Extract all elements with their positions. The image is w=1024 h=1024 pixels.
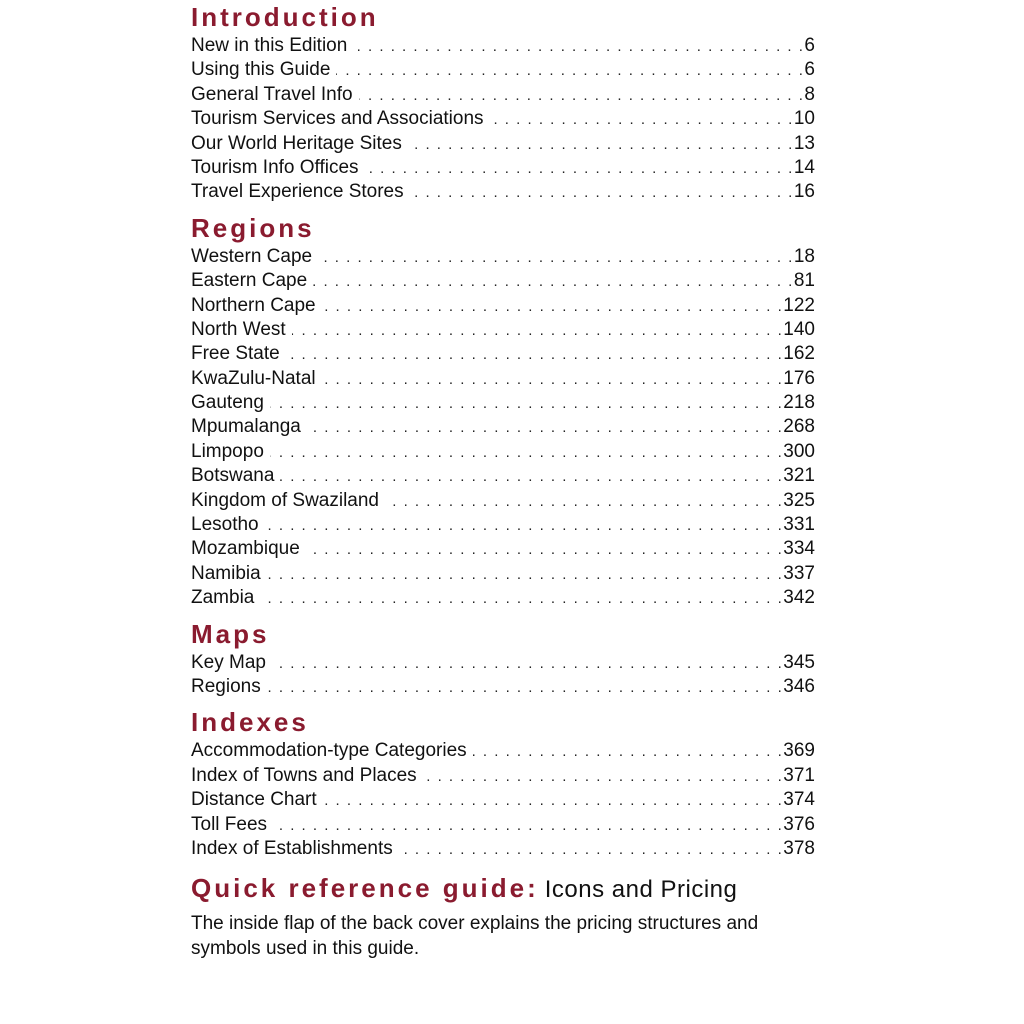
entry-page: 14 (793, 156, 815, 178)
toc-entry[interactable] (191, 562, 815, 586)
entry-page: 162 (783, 343, 815, 365)
toc-entry[interactable] (191, 675, 815, 699)
quick-reference-subtitle: Icons and Pricing (544, 876, 738, 904)
entry-page: 374 (783, 789, 815, 811)
entry-title: Western Cape (191, 245, 313, 267)
entry-title: Using this Guide (191, 59, 331, 81)
entry-title: Eastern Cape (191, 270, 308, 292)
entry-title: Zambia (191, 587, 255, 609)
toc-entry[interactable] (191, 318, 815, 342)
dot-leader (353, 35, 804, 59)
toc-entry[interactable] (191, 464, 815, 488)
entry-title: Northern Cape (191, 294, 316, 316)
entry-title: Lesotho (191, 514, 259, 536)
toc-entry[interactable] (191, 294, 815, 318)
dot-leader (359, 84, 805, 108)
toc-entry[interactable] (191, 58, 815, 82)
entry-page: 16 (793, 181, 815, 203)
toc-entry[interactable] (191, 837, 815, 861)
toc-entry[interactable] (191, 739, 815, 763)
entry-page: 321 (783, 465, 815, 487)
entry-title: Mpumalanga (191, 416, 301, 438)
dot-leader (322, 295, 784, 319)
dot-leader (267, 676, 784, 700)
entry-title: Index of Towns and Places (191, 764, 417, 786)
section-heading-introduction: Introduction (191, 2, 379, 32)
entry-page: 325 (783, 489, 815, 511)
dot-leader (399, 838, 784, 862)
entry-page: 342 (783, 587, 815, 609)
table-of-contents (191, 0, 815, 961)
entry-page: 18 (793, 245, 815, 267)
toc-entry[interactable] (191, 132, 815, 156)
entry-title: Namibia (191, 562, 261, 584)
section-heading-regions: Regions (191, 212, 315, 243)
entry-title: Mozambique (191, 538, 300, 560)
toc-entry[interactable] (191, 651, 815, 675)
quick-reference-title: Quick reference guide: (191, 873, 539, 904)
section-heading-maps: Maps (191, 618, 270, 649)
quick-reference-heading (191, 869, 815, 907)
entry-page: 371 (783, 764, 815, 786)
toc-entry[interactable] (191, 813, 815, 837)
dot-leader (267, 563, 784, 587)
entry-page: 122 (783, 294, 815, 316)
toc-entry[interactable] (191, 245, 815, 269)
entry-title: Free State (191, 343, 280, 365)
dot-leader (280, 465, 783, 489)
entry-title: Tourism Services and Associations (191, 108, 484, 130)
entry-page: 369 (783, 740, 815, 762)
toc-entry[interactable] (191, 367, 815, 391)
introduction-entries (191, 34, 815, 205)
entry-page: 81 (793, 270, 815, 292)
dot-leader (323, 789, 784, 813)
dot-leader (365, 157, 794, 181)
toc-entry[interactable] (191, 342, 815, 366)
toc-entry[interactable] (191, 107, 815, 131)
dot-leader (423, 765, 784, 789)
dot-leader (473, 740, 784, 764)
entry-page: 334 (783, 538, 815, 560)
entry-page: 140 (783, 318, 815, 340)
entry-page: 300 (783, 440, 815, 462)
entry-page: 337 (783, 562, 815, 584)
dot-leader (318, 246, 794, 270)
entry-title: North West (191, 318, 286, 340)
dot-leader (292, 319, 784, 343)
entry-page: 331 (783, 514, 815, 536)
regions-entries (191, 245, 815, 611)
dot-leader (306, 538, 784, 562)
toc-entry[interactable] (191, 415, 815, 439)
toc-entry[interactable] (191, 156, 815, 180)
entry-title: Distance Chart (191, 789, 317, 811)
dot-leader (410, 181, 794, 205)
toc-entry[interactable] (191, 83, 815, 107)
dot-leader (265, 514, 784, 538)
entry-page: 345 (783, 651, 815, 673)
entry-title: KwaZulu-Natal (191, 367, 316, 389)
dot-leader (408, 133, 794, 157)
maps-entries (191, 651, 815, 700)
entry-page: 268 (783, 416, 815, 438)
entry-title: Kingdom of Swaziland (191, 489, 379, 511)
dot-leader (490, 108, 794, 132)
section-heading-indexes: Indexes (191, 707, 309, 738)
entry-title: Our World Heritage Sites (191, 132, 402, 154)
toc-entry[interactable] (191, 391, 815, 415)
toc-entry[interactable] (191, 34, 815, 58)
indexes-entries (191, 739, 815, 861)
entry-title: Travel Experience Stores (191, 181, 404, 203)
entry-title: Botswana (191, 465, 275, 487)
entry-title: General Travel Info (191, 83, 353, 105)
entry-title: Tourism Info Offices (191, 156, 359, 178)
toc-entry[interactable] (191, 764, 815, 788)
entry-page: 6 (804, 59, 815, 81)
entry-page: 13 (793, 132, 815, 154)
entry-page: 346 (783, 675, 815, 697)
dot-leader (313, 270, 794, 294)
dot-leader (260, 587, 783, 611)
toc-entry[interactable] (191, 180, 815, 204)
dot-leader (307, 416, 783, 440)
entry-page: 376 (783, 813, 815, 835)
toc-entry[interactable] (191, 489, 815, 513)
toc-entry[interactable] (191, 788, 815, 812)
entry-page: 8 (804, 83, 815, 105)
entry-title: New in this Edition (191, 35, 348, 56)
entry-page: 218 (783, 392, 815, 414)
entry-title: Toll Fees (191, 813, 268, 835)
dot-leader (286, 343, 784, 367)
toc-entry[interactable] (191, 269, 815, 293)
entry-title: Regions (191, 675, 261, 697)
entry-title: Key Map (191, 651, 266, 673)
toc-entry[interactable] (191, 586, 815, 610)
dot-leader (270, 392, 783, 416)
toc-entry[interactable] (191, 513, 815, 537)
toc-entry[interactable] (191, 440, 815, 464)
toc-entry[interactable] (191, 537, 815, 561)
dot-leader (272, 652, 783, 676)
dot-leader (270, 441, 783, 465)
entry-page: 6 (804, 35, 815, 56)
dot-leader (322, 368, 784, 392)
dot-leader (273, 814, 783, 838)
entry-title: Limpopo (191, 440, 264, 462)
entry-page: 378 (783, 837, 815, 859)
dot-leader (385, 490, 783, 514)
entry-title: Gauteng (191, 392, 264, 414)
dot-leader (336, 59, 804, 83)
entry-title: Index of Establishments (191, 837, 393, 859)
entry-page: 176 (783, 367, 815, 389)
entry-title: Accommodation-type Categories (191, 740, 467, 762)
quick-reference-text: The inside flap of the back cover explains the pricing structures and symbols used in this guide. (191, 913, 759, 960)
entry-page: 10 (793, 108, 815, 130)
